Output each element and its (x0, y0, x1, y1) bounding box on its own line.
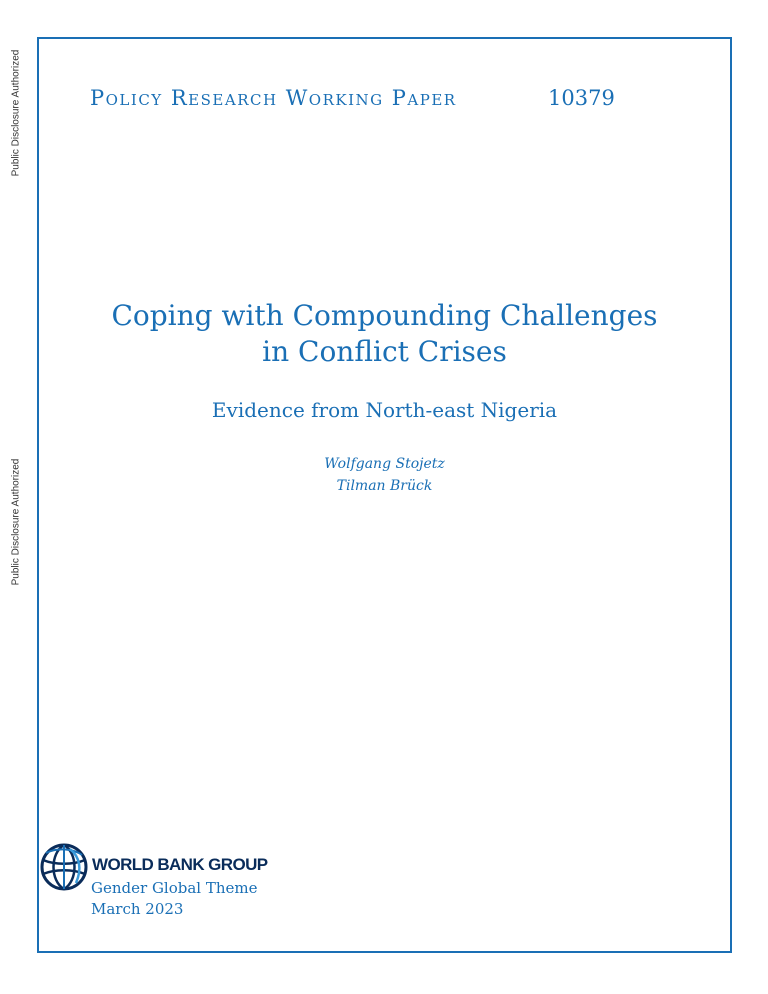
paper-title-line-2: in Conflict Crises (262, 335, 507, 368)
disclosure-label-bottom: Public Disclosure Authorized (10, 458, 22, 586)
paper-subtitle: Evidence from North-east Nigeria (211, 398, 558, 422)
publication-date: March 2023 (91, 900, 184, 918)
author-2: Tilman Brück (336, 478, 433, 494)
paper-number: 10379 (548, 86, 615, 110)
organization-name: WORLD BANK GROUP (92, 855, 268, 874)
author-1: Wolfgang Stojetz (324, 456, 445, 472)
global-theme: Gender Global Theme (91, 879, 258, 897)
cover-frame (37, 37, 732, 953)
series-title: Policy Research Working Paper (90, 86, 457, 110)
world-bank-globe-icon (40, 843, 88, 891)
disclosure-label-top: Public Disclosure Authorized (10, 49, 22, 177)
paper-title-line-1: Coping with Compounding Challenges (111, 299, 658, 332)
